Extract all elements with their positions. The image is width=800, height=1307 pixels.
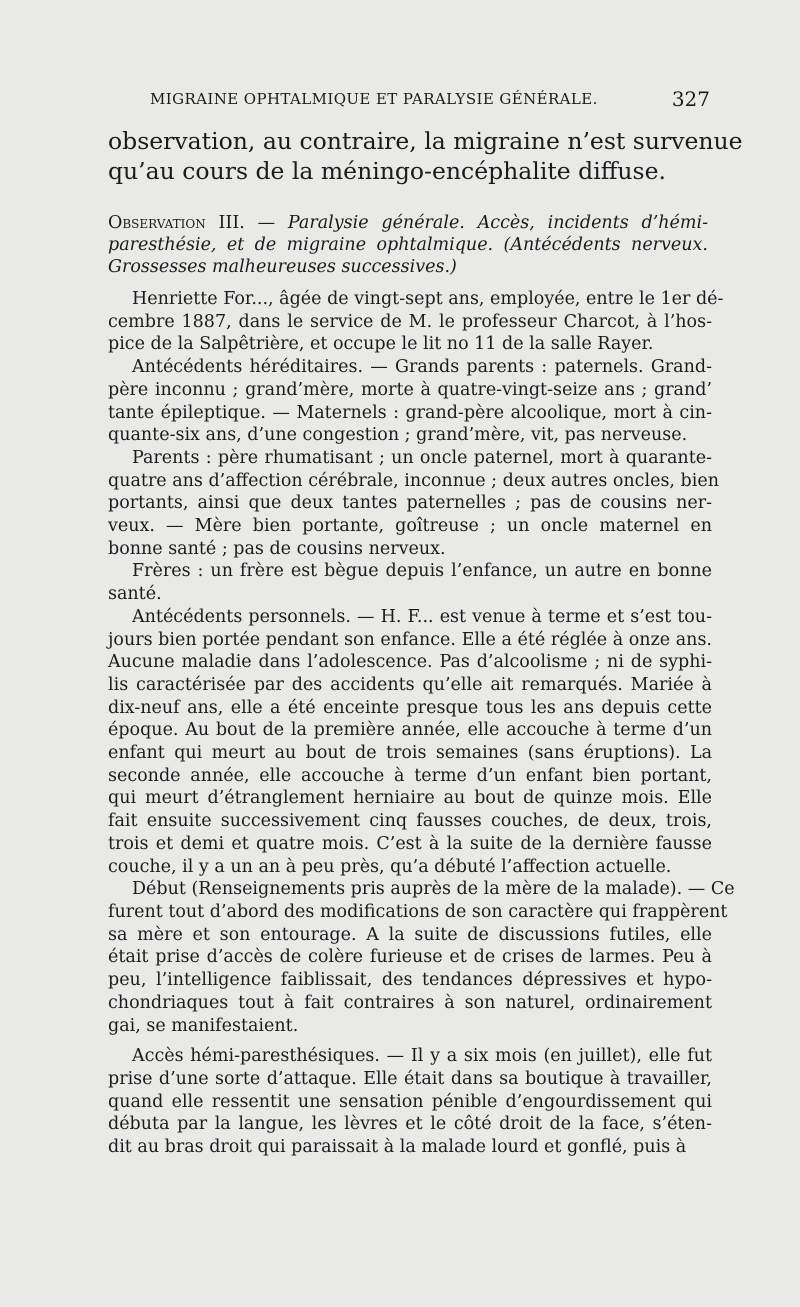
text-line: quand elle ressentit une sensation pénible d’engourdissement qui [108,1091,712,1112]
text-line: quante-six ans, d’une congestion ; grand’mère, vit, pas nerveuse. [108,425,688,446]
text-line: débuta par la langue, les lèvres et le côté droit de la face, s’éten- [108,1114,712,1135]
paragraph [108,560,712,605]
paragraph [108,606,712,878]
text-line: trois et demi et quatre mois. C’est à la suite de la dernière fausse [108,833,712,854]
text-line: Antécédents héréditaires. — Grands parents : paternels. Grand- [132,357,712,378]
title-line [108,256,708,278]
text-line: prise d’une sorte d’attaque. Elle était dans sa boutique à travailler, [108,1068,712,1089]
text-line: bonne santé ; pas de cousins nerveux. [108,538,446,559]
text-line: qu’au cours de la méningo-encéphalite diffuse. [108,157,666,185]
paragraph [108,447,719,561]
text-line: fait ensuite successivement cinq fausses couches, de deux, trois, [108,811,712,832]
title-line [108,212,708,234]
paragraph [108,878,735,1037]
text-line: couche, il y a un an à peu près, qu’a débuté l’affection actuelle. [108,856,672,877]
running-title: MIGRAINE OPHTALMIQUE ET PARALYSIE GÉNÉRALE. [150,90,598,108]
observation-title [108,212,708,278]
paragraph-gap [108,1037,712,1045]
title-text: Grossesses malheureuses successives.) [108,257,457,277]
title-text: — Paralysie générale. Accès, incidents d’hémi- [257,213,709,233]
title-line [108,234,708,256]
text-line: jours bien portée pendant son enfance. Elle a été réglée à onze ans. [108,629,712,650]
text-line: tante épileptique. — Maternels : grand-père alcoolique, mort à cin- [108,402,712,423]
text-line: Henriette For..., âgée de vingt-sept ans, employée, entre le 1er dé- [132,289,724,309]
lead-paragraph [108,126,743,186]
body-text [108,288,735,1159]
paragraph [108,288,724,356]
text-line: sa mère et son entourage. A la suite de discussions futiles, elle [108,924,712,945]
text-line: Accès hémi-paresthésiques. — Il y a six mois (en juillet), elle fut [132,1046,712,1067]
text-line: lis caractérisée par des accidents qu’elle ait remarqués. Mariée à [108,674,712,695]
text-line: seconde année, elle accouche à terme d’un enfant bien portant, [108,765,712,786]
text-line: santé. [108,584,162,605]
text-line: Début (Renseignements pris auprès de la mère de la malade). — Ce [132,879,735,900]
text-line: enfant qui meurt au bout de trois semaines (sans éruptions). La [108,743,712,764]
title-text: paresthésie, et de migraine ophtalmique. (Antécédents nerveux. [108,235,708,255]
text-line: pice de la Salpêtrière, et occupe le lit no 11 de la salle Rayer. [108,334,654,355]
paragraph [108,1045,712,1159]
text-line: gai, se manifestaient. [108,1015,299,1036]
text-line: cembre 1887, dans le service de M. le professeur Charcot, à l’hos- [108,311,712,332]
text-line: portants, ainsi que deux tantes paternelles ; pas de cousins ner- [108,493,712,514]
text-line: furent tout d’abord des modifications de son caractère qui frappèrent [108,901,728,922]
text-line: époque. Au bout de la première année, elle accouche à terme d’un [108,720,712,741]
text-line: Aucune maladie dans l’adolescence. Pas d’alcoolisme ; ni de syphi- [108,652,712,673]
text-line: veux. — Mère bien portante, goîtreuse ; un oncle maternel en [108,516,712,537]
text-line: peu, l’intelligence faiblissait, des tendances dépressives et hypo- [108,970,712,991]
text-line: Frères : un frère est bègue depuis l’enfance, un autre en bonne [132,561,712,582]
text-line: dit au bras droit qui paraissait à la malade lourd et gonflé, puis à [108,1137,687,1158]
page-number: 327 [671,87,710,111]
text-line: qui meurt d’étranglement herniaire au bout de quinze mois. Elle [108,788,712,809]
text-line: était prise d’accès de colère furieuse et de crises de larmes. Peu à [108,947,712,968]
text-line: père inconnu ; grand’mère, morte à quatre-vingt-seize ans ; grand’ [108,379,712,400]
text-line: Parents : père rhumatisant ; un oncle paternel, mort à quarante- [132,447,712,468]
text-line: Antécédents personnels. — H. F... est venue à terme et s’est tou- [132,606,712,627]
text-line: observation, au contraire, la migraine n’est survenue [108,127,743,155]
text-line: quatre ans d’affection cérébrale, inconnue ; deux autres oncles, bien [108,470,719,491]
paragraph [108,356,712,447]
text-line: chondriaques tout à fait contraires à son naturel, ordinairement [108,992,712,1013]
running-header [150,87,710,111]
text-line: dix-neuf ans, elle a été enceinte presque tous les ans depuis cette [108,697,712,718]
observation-label: Observation III. [108,213,245,233]
